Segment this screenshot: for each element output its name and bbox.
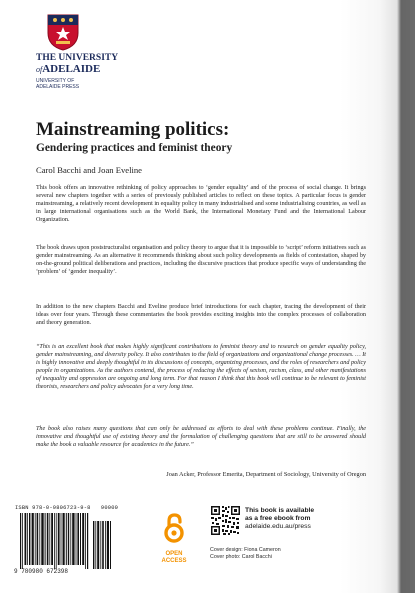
press-line1: UNIVERSITY OF — [36, 78, 75, 84]
university-logo — [36, 13, 126, 90]
open-access-line2: ACCESS — [161, 558, 187, 564]
isbn-addon-top: 90000 — [100, 505, 119, 511]
isbn-label — [15, 505, 118, 511]
blurb-paragraph-2: The book draws upon poststructuralist organisation and policy theory to argue that it is impossible to ‘script’ reform initiatives such as gender mainstreaming. As an alternative it recommends thinking about such policy developments as fields of contestation, shaped by on-the-ground political deliberations and practices, including the discursive practices that produce specific ways of understanding the ‘problem’ of ‘gender inequality’. — [36, 245, 366, 276]
open-access-line1: OPEN — [165, 551, 183, 557]
book-title: Mainstreaming politics: — [36, 119, 230, 140]
ebook-link[interactable]: adelaide.edu.au/press — [245, 523, 311, 531]
university-name-of: of — [36, 65, 43, 74]
open-access-badge — [154, 513, 194, 565]
isbn-number: ISBN 978-0-9806723-9-8 — [15, 505, 91, 511]
ebook-line2: as a free ebook from — [245, 515, 311, 523]
review-attribution: Joan Acker, Professor Emerita, Department of Sociology, University of Oregon — [166, 471, 366, 478]
press-name — [36, 78, 126, 90]
university-name-line1: THE UNIVERSITY — [36, 53, 119, 63]
blurb-paragraph-3: In addition to the new chapters Bacchi and Eveline produce brief introductions for each chapter, tracing the development of their ideas over four years. Through these commentaries the book provides exciting insights into the complex processes of collaboration and theory generation. — [36, 304, 366, 327]
qr-code-icon[interactable] — [210, 505, 241, 536]
review-quote-2: The book also raises many questions that can only be addressed as efforts to deal with these problems continue. Finally, the innovative and thoughtful use of existing theory and the formulation of challenging questions that are still to be answered should make the book a valuable resource for academics in the future.” — [36, 426, 366, 449]
cover-photo-credit: Cover photo: Carol Bacchi — [210, 554, 272, 561]
open-access-lock-icon — [164, 513, 184, 543]
ebook-line1: This book is available — [245, 507, 315, 514]
press-line2: ADELAIDE PRESS — [36, 84, 80, 90]
ebook-notice — [245, 507, 314, 532]
cover-credits — [210, 547, 281, 562]
university-name-line2 — [36, 63, 126, 76]
crest-icon — [46, 13, 80, 51]
book-subtitle: Gendering practices and feminist theory — [36, 142, 233, 154]
blurb-paragraph-1: This book offers an innovative rethinking of policy approaches to ‘gender equality’ and of the process of social change. It brings several new chapters together with a series of previously published articles to reflect on these topics. A particular focus is gender mainstreaming, a relatively recent development in equality policy in many industrialised and some industrialising countries, as well as in large international organisations such as the World Bank, the International Monetary Fund and the International Labour Organization. — [36, 185, 366, 224]
barcode-bars-icon — [20, 513, 112, 569]
barcode-digits: 9 780980 672398 — [14, 568, 69, 575]
isbn-barcode — [14, 505, 119, 577]
open-access-label — [154, 551, 194, 565]
cover-design-credit: Cover design: Fiona Cameron — [210, 547, 281, 553]
review-quote-1: “This is an excellent book that makes highly significant contributions to feminist theory and to research on gender equality policy, gender mainstreaming, and diversity policy. It also contributes to the field of organizations and organizational change processes. … It is highly innovative and deeply thoughtful in its discussions of concepts, organizing processes, and the roles of researchers and policy people in organizations. As the authors contend, the process of reducing the effects of sexism, racism, class, and other manifestations of inequality and oppression are ongoing and long term. For that reason I think that this book will continue to be relevant to feminist theorists, researchers and policy advocates for a very long time. — [36, 344, 366, 391]
book-authors: Carol Bacchi and Joan Eveline — [36, 165, 142, 175]
university-name-adelaide: ADELAIDE — [42, 63, 101, 75]
